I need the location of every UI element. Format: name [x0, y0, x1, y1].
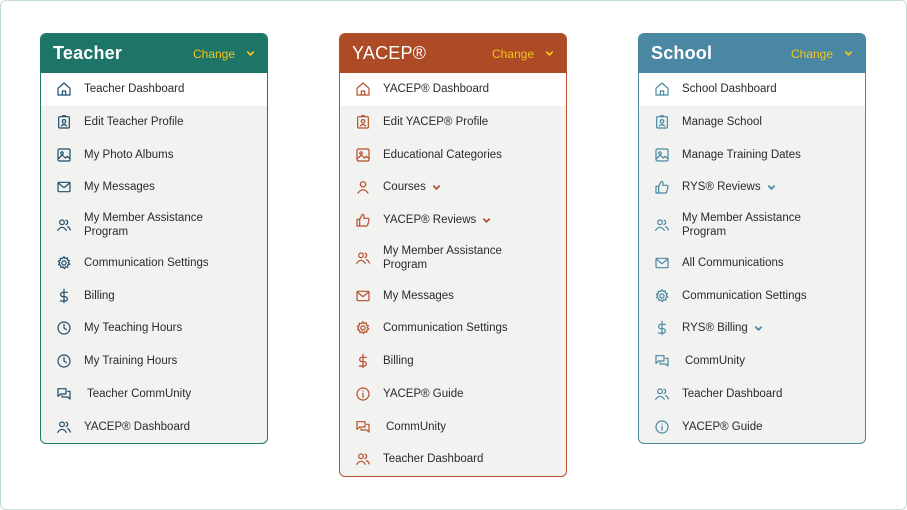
school-item-teacher-dashboard[interactable]: Teacher Dashboard: [639, 378, 865, 411]
chevron-down-icon: [844, 49, 853, 58]
yacep-item-member-assistance[interactable]: My Member Assistance Program: [340, 236, 566, 279]
yacep-item-dashboard[interactable]: YACEP® Dashboard: [340, 73, 566, 106]
yacep-item-teacher-dashboard[interactable]: Teacher Dashboard: [340, 443, 566, 476]
school-item-manage-school[interactable]: Manage School: [639, 106, 865, 139]
chevron-down-icon: [545, 49, 554, 58]
person-icon: [354, 178, 372, 196]
school-item-dashboard[interactable]: School Dashboard: [639, 73, 865, 106]
yacep-item-reviews[interactable]: YACEP® Reviews: [340, 204, 566, 237]
teacher-item-edit-profile[interactable]: Edit Teacher Profile: [41, 106, 267, 139]
change-label: Change: [790, 46, 833, 61]
teacher-panel-title: Teacher: [53, 43, 123, 63]
yacep-item-communication-settings[interactable]: Communication Settings: [340, 312, 566, 345]
yacep-item-billing[interactable]: Billing: [340, 345, 566, 378]
users-icon: [653, 385, 671, 403]
gear-icon: [354, 319, 372, 337]
id-badge-icon: [55, 113, 73, 131]
mail-icon: [55, 178, 73, 196]
chevron-down-icon: [246, 49, 255, 58]
yacep-menu-panel: [339, 33, 567, 477]
chat-icon: [55, 385, 73, 403]
school-change-button[interactable]: [791, 47, 853, 61]
info-icon: [653, 418, 671, 436]
yacep-item-guide[interactable]: YACEP® Guide: [340, 378, 566, 411]
school-item-rys-billing[interactable]: RYS® Billing: [639, 312, 865, 345]
teacher-item-community[interactable]: Teacher CommUnity: [41, 378, 267, 411]
home-icon: [354, 80, 372, 98]
school-menu-panel: [638, 33, 866, 444]
gear-icon: [653, 287, 671, 305]
chat-icon: [354, 418, 372, 436]
users-icon: [55, 216, 73, 234]
clock-icon: [55, 352, 73, 370]
dollar-icon: [653, 319, 671, 337]
school-item-rys-reviews[interactable]: RYS® Reviews: [639, 171, 865, 204]
gear-icon: [55, 254, 73, 272]
teacher-item-teaching-hours[interactable]: My Teaching Hours: [41, 312, 267, 345]
thumbs-up-icon: [653, 178, 671, 196]
school-item-yacep-guide[interactable]: YACEP® Guide: [639, 410, 865, 443]
home-icon: [653, 80, 671, 98]
yacep-item-courses[interactable]: Courses: [340, 171, 566, 204]
users-icon: [55, 418, 73, 436]
clock-icon: [55, 319, 73, 337]
school-item-communication-settings[interactable]: Communication Settings: [639, 279, 865, 312]
home-icon: [55, 80, 73, 98]
users-icon: [653, 216, 671, 234]
teacher-item-yacep-dashboard[interactable]: YACEP® Dashboard: [41, 410, 267, 443]
chevron-down-icon: [767, 183, 776, 192]
yacep-change-button[interactable]: [492, 47, 554, 61]
chevron-down-icon: [482, 216, 491, 225]
teacher-item-teacher-dashboard[interactable]: Teacher Dashboard: [41, 73, 267, 106]
dollar-icon: [354, 352, 372, 370]
image-icon: [653, 146, 671, 164]
teacher-item-messages[interactable]: My Messages: [41, 171, 267, 204]
school-item-member-assistance[interactable]: My Member Assistance Program: [639, 204, 865, 247]
yacep-panel-header: [340, 34, 566, 73]
users-icon: [354, 450, 372, 468]
mail-icon: [354, 287, 372, 305]
yacep-item-messages[interactable]: My Messages: [340, 279, 566, 312]
change-label: Change: [192, 46, 235, 61]
teacher-item-billing[interactable]: Billing: [41, 279, 267, 312]
dollar-icon: [55, 287, 73, 305]
image-icon: [354, 146, 372, 164]
school-panel-title: School: [651, 43, 713, 63]
teacher-item-communication-settings[interactable]: Communication Settings: [41, 247, 267, 280]
yacep-item-educational-categories[interactable]: Educational Categories: [340, 138, 566, 171]
id-badge-icon: [653, 113, 671, 131]
chevron-down-icon: [432, 183, 441, 192]
teacher-item-member-assistance[interactable]: My Member Assistance Program: [41, 204, 267, 247]
teacher-menu-panel: [40, 33, 268, 444]
school-item-all-communications[interactable]: All Communications: [639, 247, 865, 280]
users-icon: [354, 249, 372, 267]
info-icon: [354, 385, 372, 403]
change-label: Change: [491, 46, 534, 61]
teacher-item-training-hours[interactable]: My Training Hours: [41, 345, 267, 378]
yacep-item-community[interactable]: CommUnity: [340, 410, 566, 443]
chevron-down-icon: [754, 324, 763, 333]
teacher-panel-header: [41, 34, 267, 73]
yacep-panel-title: YACEP®: [352, 43, 427, 63]
school-item-community[interactable]: CommUnity: [639, 345, 865, 378]
teacher-item-photo-albums[interactable]: My Photo Albums: [41, 138, 267, 171]
school-item-training-dates[interactable]: Manage Training Dates: [639, 138, 865, 171]
chat-icon: [653, 352, 671, 370]
thumbs-up-icon: [354, 211, 372, 229]
mail-icon: [653, 254, 671, 272]
image-icon: [55, 146, 73, 164]
school-panel-header: [639, 34, 865, 73]
yacep-item-edit-profile[interactable]: Edit YACEP® Profile: [340, 106, 566, 139]
id-badge-icon: [354, 113, 372, 131]
teacher-change-button[interactable]: [193, 47, 255, 61]
